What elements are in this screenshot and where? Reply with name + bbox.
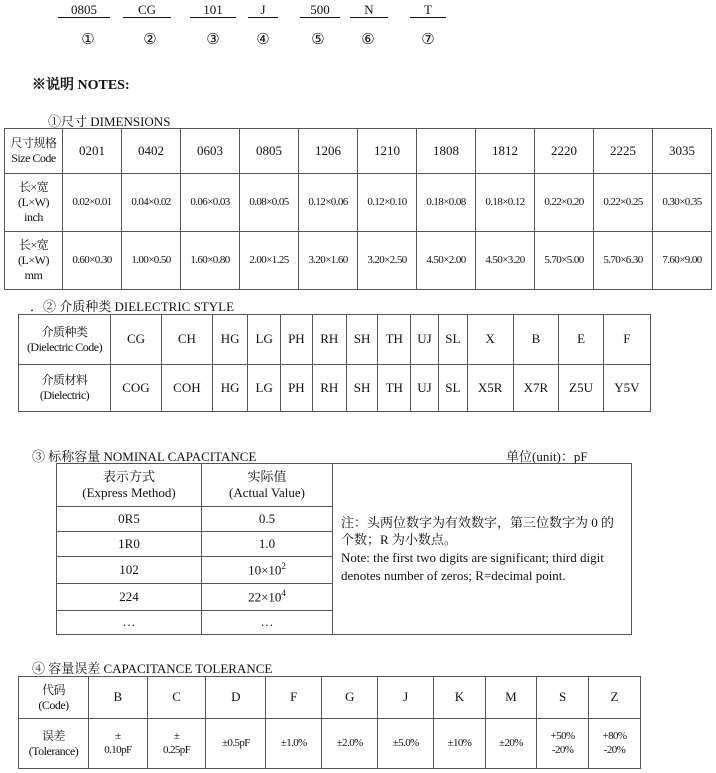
tolerance-value-cell: +50% -20% [537, 719, 589, 769]
inch-cell: 0.04×0.02 [122, 174, 181, 232]
code-cell: 102 [57, 557, 202, 584]
tolerance-value-cell: ±20% [485, 719, 537, 769]
dielectric-material-cell: COH [161, 365, 212, 412]
inch-cell: 0.22×0.20 [535, 174, 594, 232]
code-segment-1: 0805 [58, 3, 110, 18]
code-cell: 224 [57, 584, 202, 611]
size-cell: 0603 [181, 129, 240, 174]
mm-cell: 1.00×0.50 [122, 232, 181, 290]
tolerance-title: ④ 容量误差 CAPACITANCE TOLERANCE [32, 661, 273, 676]
dielectric-material-cell: COG [111, 365, 162, 412]
capacitance-title: ③ 标称容量 NOMINAL CAPACITANCE [32, 449, 257, 464]
dielectric-code-cell: B [513, 315, 559, 365]
dielectric-material-cell: X7R [513, 365, 559, 412]
dielectric-material-cell: TH [378, 365, 411, 412]
size-cell: 2225 [594, 129, 653, 174]
tolerance-code-cell: C [147, 677, 206, 719]
mm-cell: 3.20×1.60 [299, 232, 358, 290]
dielectric-material-cell: RH [312, 365, 346, 412]
dimensions-title: ①尺寸 DIMENSIONS [48, 114, 171, 129]
code-segment-4: J [248, 3, 278, 18]
inch-cell: 0.18×0.12 [476, 174, 535, 232]
code-segment-7: T [410, 3, 446, 18]
mm-row-label: 长×宽 (L×W) mm [5, 232, 63, 290]
dielectric-material-cell: SH [346, 365, 378, 412]
inch-cell: 0.12×0.10 [358, 174, 417, 232]
code-segment-2: CG [123, 3, 171, 18]
dielectric-table [18, 314, 651, 412]
dielectric-code-cell: HG [212, 315, 247, 365]
marker-4: ④ [256, 32, 270, 48]
dielectric-code-cell: CG [111, 315, 162, 365]
size-code-header: 尺寸规格 Size Code [5, 129, 63, 174]
dielectric-code-cell: RH [312, 315, 346, 365]
express-method-header: 表示方式 (Express Method) [57, 464, 202, 507]
dielectric-code-cell: F [603, 315, 650, 365]
marker-6: ⑥ [361, 32, 375, 48]
tolerance-code-cell: D [206, 677, 266, 719]
marker-5: ⑤ [311, 32, 325, 48]
tolerance-value-cell: ±1.0% [266, 719, 322, 769]
tolerance-value-cell: ±2.0% [322, 719, 378, 769]
value-cell: $10\times 10^2$ [202, 557, 333, 584]
inch-cell: 0.06×0.03 [181, 174, 240, 232]
dielectric-code-cell: TH [378, 315, 411, 365]
code-segment-3: 101 [190, 3, 236, 18]
dielectric-material-cell: LG [248, 365, 281, 412]
value-cell: 0.5 [202, 507, 333, 532]
inch-cell: 0.22×0.25 [594, 174, 653, 232]
inch-cell: 0.02×0.01 [63, 174, 122, 232]
value-cell: $22\times 10^4$ [202, 584, 333, 611]
tolerance-code-cell: F [266, 677, 322, 719]
size-cell: 1812 [476, 129, 535, 174]
tolerance-value-cell: +80% -20% [589, 719, 641, 769]
tolerance-code-cell: B [89, 677, 148, 719]
actual-value-header: 实际值 (Actual Value) [202, 464, 333, 507]
inch-cell: 0.08×0.05 [240, 174, 299, 232]
code-segment-6: N [350, 3, 388, 18]
dielectric-code-cell: PH [281, 315, 313, 365]
tolerance-value-label: 误差 (Tolerance) [19, 719, 89, 769]
inch-cell: 0.18×0.08 [417, 174, 476, 232]
marker-1: ① [81, 32, 95, 48]
marker-2: ② [143, 32, 157, 48]
dielectric-material-cell: PH [281, 365, 313, 412]
code-cell: 1R0 [57, 532, 202, 557]
tolerance-code-label: 代码 (Code) [19, 677, 89, 719]
note-chinese: 注：头两位数字为有效数字，第三位数字为 0 的个数；R 为小数点。 [341, 514, 615, 548]
tolerance-value-cell: ±0.5pF [206, 719, 266, 769]
capacitance-note [333, 464, 632, 635]
dielectric-material-cell: X5R [467, 365, 513, 412]
tolerance-code-cell: Z [589, 677, 641, 719]
dielectric-code-cell: E [559, 315, 603, 365]
tolerance-code-cell: K [434, 677, 486, 719]
marker-7: ⑦ [421, 32, 435, 48]
size-cell: 0201 [63, 129, 122, 174]
tolerance-value-cell: ± 0.10pF [89, 719, 148, 769]
size-cell: 0402 [122, 129, 181, 174]
dielectric-code-cell: X [467, 315, 513, 365]
value-cell: … [202, 611, 333, 635]
dielectric-code-cell: LG [248, 315, 281, 365]
tolerance-code-cell: G [322, 677, 378, 719]
dielectric-material-cell: HG [212, 365, 247, 412]
mm-cell: 4.50×3.20 [476, 232, 535, 290]
dielectric-material-cell: Y5V [603, 365, 650, 412]
mm-cell: 3.20×2.50 [358, 232, 417, 290]
dielectric-code-cell: SL [438, 315, 467, 365]
mm-cell: 5.70×6.30 [594, 232, 653, 290]
tolerance-value-cell: ±5.0% [378, 719, 434, 769]
tolerance-value-cell: ± 0.25pF [147, 719, 206, 769]
code-cell: 0R5 [57, 507, 202, 532]
tolerance-table [18, 676, 641, 769]
dimensions-table [4, 128, 712, 290]
dielectric-code-label: 介质种类 (Dielectric Code) [19, 315, 111, 365]
dielectric-title: ．② 介质种类 DIELECTRIC STYLE [30, 299, 235, 314]
value-cell: 1.0 [202, 532, 333, 557]
inch-row-label: 长×宽 (L×W) inch [5, 174, 63, 232]
dielectric-code-cell: CH [161, 315, 212, 365]
size-cell: 3035 [653, 129, 712, 174]
mm-cell: 5.70×5.00 [535, 232, 594, 290]
dielectric-code-cell: SH [346, 315, 378, 365]
tolerance-code-cell: J [378, 677, 434, 719]
tolerance-code-cell: M [485, 677, 537, 719]
mm-cell: 2.00×1.25 [240, 232, 299, 290]
note-english: Note: the first two digits are significant; third digit denotes number of zeros; R=decimal point. [341, 550, 604, 583]
size-cell: 2220 [535, 129, 594, 174]
capacitance-unit: 单位(unit)：pF [506, 449, 588, 464]
dielectric-material-cell: UJ [411, 365, 439, 412]
size-cell: 1206 [299, 129, 358, 174]
dielectric-code-cell: UJ [411, 315, 439, 365]
tolerance-code-cell: S [537, 677, 589, 719]
size-cell: 1210 [358, 129, 417, 174]
mm-cell: 7.60×9.00 [653, 232, 712, 290]
code-cell: … [57, 611, 202, 635]
capacitance-table [56, 463, 632, 635]
dielectric-material-cell: SL [438, 365, 467, 412]
size-cell: 0805 [240, 129, 299, 174]
mm-cell: 1.60×0.80 [181, 232, 240, 290]
dielectric-material-label: 介质材料 (Dielectric) [19, 365, 111, 412]
size-cell: 1808 [417, 129, 476, 174]
marker-3: ③ [206, 32, 220, 48]
mm-cell: 4.50×2.00 [417, 232, 476, 290]
notes-heading: ※说明 NOTES: [32, 78, 130, 93]
inch-cell: 0.30×0.35 [653, 174, 712, 232]
mm-cell: 0.60×0.30 [63, 232, 122, 290]
tolerance-value-cell: ±10% [434, 719, 486, 769]
inch-cell: 0.12×0.06 [299, 174, 358, 232]
dielectric-material-cell: Z5U [559, 365, 603, 412]
code-segment-5: 500 [300, 3, 340, 18]
